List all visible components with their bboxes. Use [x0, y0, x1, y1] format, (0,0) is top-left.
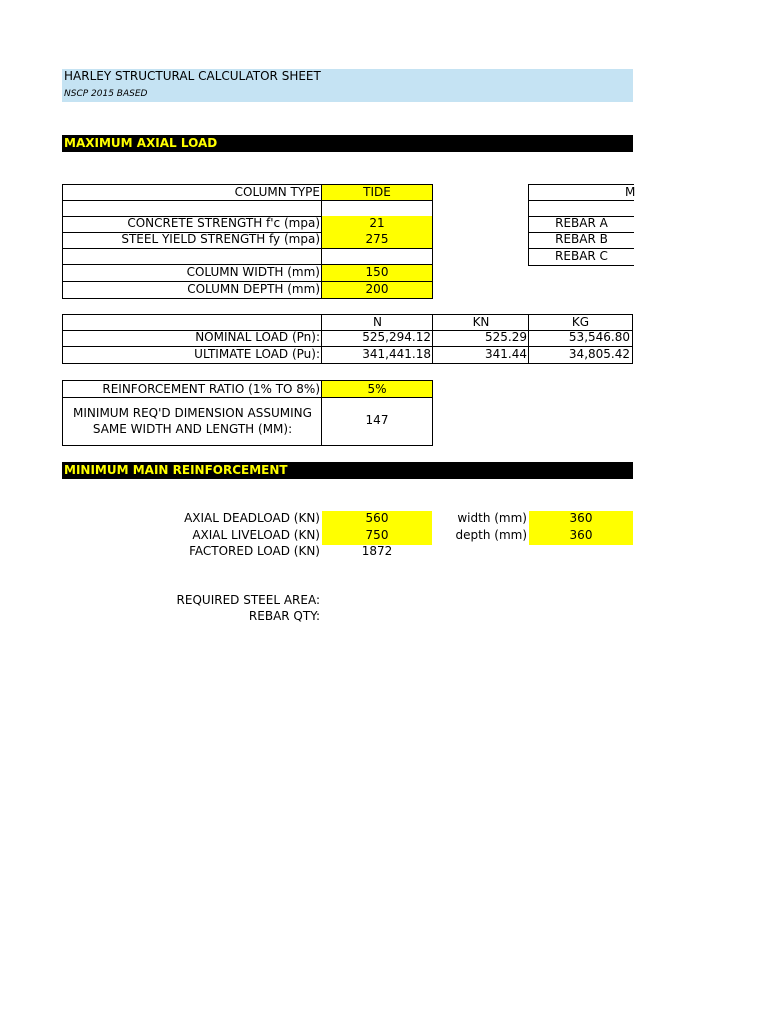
required-steel-area-label: REQUIRED STEEL AREA: — [176, 593, 320, 607]
rebar-table-header-text: M — [625, 185, 636, 199]
blank-row — [62, 248, 322, 265]
rebar-a-label: REBAR A — [528, 216, 634, 233]
sheet-title: HARLEY STRUCTURAL CALCULATOR SHEET — [64, 69, 321, 83]
reinforcement-ratio-input[interactable]: 5% — [321, 380, 433, 398]
rebar-b-label: REBAR B — [528, 232, 634, 249]
blank-row — [62, 200, 322, 217]
loads-col-kg: KG — [528, 314, 633, 331]
factored-load-value: 1872 — [361, 544, 393, 558]
axial-liveload-input[interactable]: 750 — [322, 528, 432, 545]
loads-col-n: N — [321, 314, 433, 331]
column-width-label: COLUMN WIDTH (mm) — [62, 265, 322, 282]
steel-yield-input[interactable]: 275 — [321, 232, 433, 249]
axial-deadload-input[interactable]: 560 — [322, 511, 432, 528]
min-dimension-value — [321, 397, 433, 446]
nominal-load-kg: 53,546.80 — [528, 330, 633, 347]
rebar-table-blank — [528, 200, 634, 217]
column-type-input[interactable]: TIDE — [321, 184, 433, 201]
column-type-label: COLUMN TYPE — [62, 184, 322, 201]
nominal-load-label: NOMINAL LOAD (Pn): — [62, 330, 322, 347]
width-label: width (mm) — [457, 511, 527, 525]
min-dimension-value-text: 147 — [365, 413, 389, 427]
steel-yield-label: STEEL YIELD STRENGTH fy (mpa) — [62, 232, 322, 249]
section-heading-max-axial-load: MAXIMUM AXIAL LOAD — [62, 135, 633, 152]
column-width-input[interactable]: 150 — [321, 265, 433, 282]
factored-load-label: FACTORED LOAD (KN) — [189, 544, 320, 558]
column-depth-label: COLUMN DEPTH (mm) — [62, 282, 322, 299]
section-heading-min-main-reinforcement: MINIMUM MAIN REINFORCEMENT — [62, 462, 633, 479]
depth-label: depth (mm) — [455, 528, 527, 542]
blank-input-cell[interactable] — [321, 200, 433, 217]
column-depth-input[interactable]: 200 — [321, 282, 433, 299]
rebar-table — [528, 184, 636, 267]
reinforcement-ratio-label: REINFORCEMENT RATIO (1% TO 8%) — [62, 380, 322, 398]
min-dimension-label-line1: MINIMUM REQ'D DIMENSION ASSUMING — [73, 406, 312, 420]
ultimate-load-label: ULTIMATE LOAD (Pu): — [62, 347, 322, 364]
axial-liveload-label: AXIAL LIVELOAD (KN) — [192, 528, 320, 542]
axial-deadload-label: AXIAL DEADLOAD (KN) — [184, 511, 320, 525]
nominal-load-kn: 525.29 — [432, 330, 529, 347]
concrete-strength-label: CONCRETE STRENGTH f'c (mpa) — [62, 216, 322, 233]
ultimate-load-n: 341,441.18 — [321, 347, 433, 364]
width-input[interactable]: 360 — [529, 511, 633, 528]
ultimate-load-kg: 34,805.42 — [528, 347, 633, 364]
ultimate-load-kn: 341.44 — [432, 347, 529, 364]
loads-col-kn: KN — [432, 314, 529, 331]
min-dimension-label — [62, 397, 322, 446]
rebar-table-header — [528, 184, 634, 201]
loads-header-blank — [62, 314, 322, 331]
sheet-subtitle: NSCP 2015 BASED — [64, 89, 148, 99]
depth-input[interactable]: 360 — [529, 528, 633, 545]
nominal-load-n: 525,294.12 — [321, 330, 433, 347]
rebar-c-label: REBAR C — [528, 249, 634, 266]
rebar-qty-label: REBAR QTY: — [248, 609, 320, 623]
min-dimension-label-line2: SAME WIDTH AND LENGTH (MM): — [92, 422, 293, 436]
concrete-strength-input[interactable]: 21 — [321, 216, 433, 233]
blank-input-cell[interactable] — [321, 248, 433, 265]
